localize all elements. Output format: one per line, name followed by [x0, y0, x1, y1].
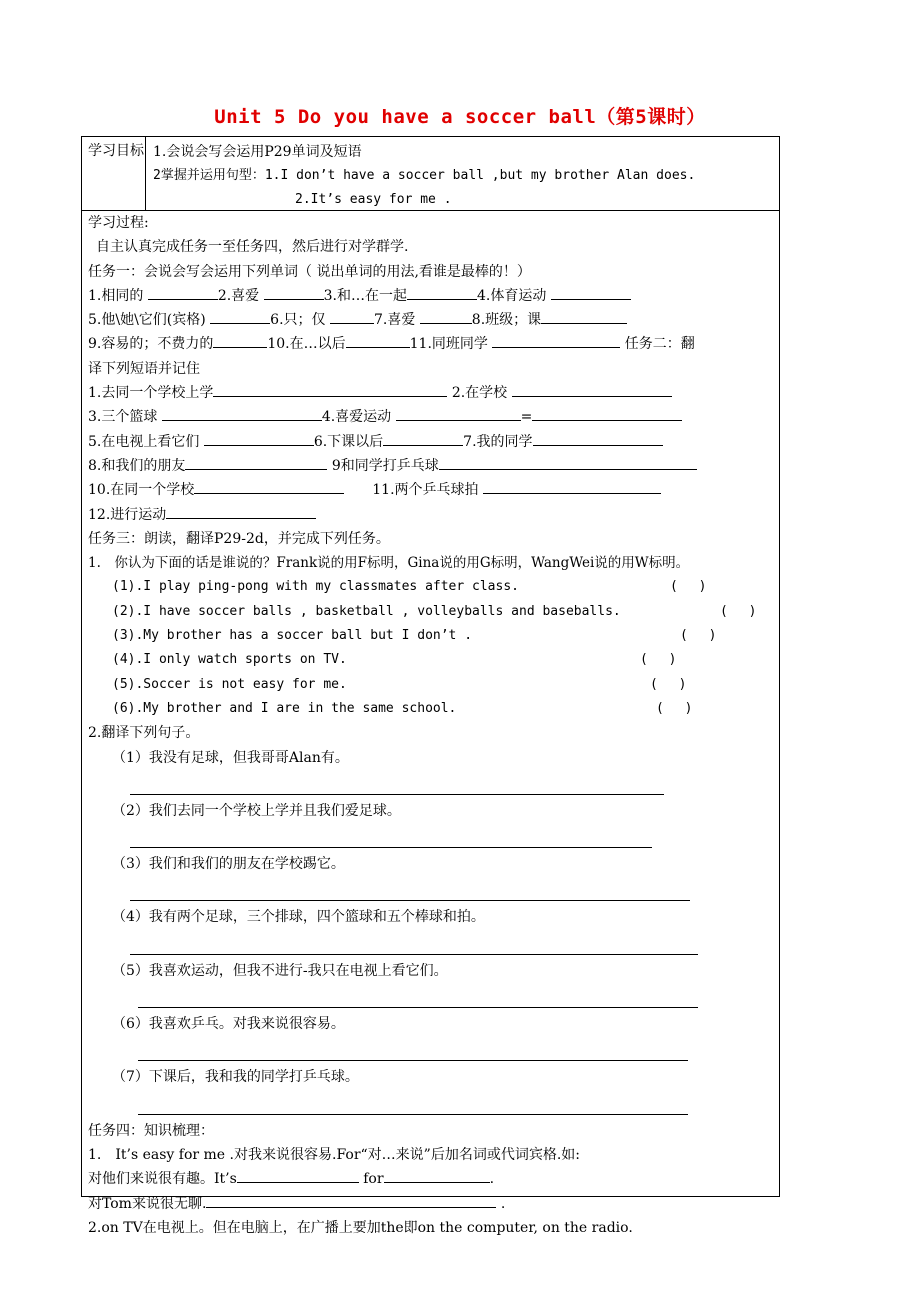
sentence-6: （6）我喜欢乒乓。对我来说很容易。 [112, 1016, 345, 1033]
sentence-5: （5）我喜欢运动，但我不进行-我只在电视上看它们。 [112, 962, 448, 979]
statement-row [88, 575, 779, 599]
word-7: 7.喜爱 [373, 312, 416, 329]
task2-line-2 [88, 405, 779, 429]
phrase-5: 5.在电视上看它们 [88, 433, 200, 450]
task1-line-1 [88, 284, 779, 308]
word-2: 2.喜爱 [217, 287, 260, 304]
task2-heading-b: 译下列短语并记住 [88, 360, 200, 377]
word-6: 6.只；仅 [270, 312, 326, 329]
blank[interactable] [206, 1193, 496, 1208]
blank[interactable] [551, 285, 631, 300]
task4-for: for [363, 1171, 384, 1188]
task1-line-2 [88, 308, 779, 332]
worksheet-table [81, 136, 780, 1236]
word-10: 10.在…以后 [267, 336, 346, 353]
task2-line-6 [88, 503, 779, 527]
period: . [489, 1171, 495, 1188]
word-4: 4.体育运动 [476, 287, 547, 304]
blank[interactable] [396, 406, 521, 421]
task4-line-3 [88, 1192, 779, 1216]
blank[interactable] [420, 309, 472, 324]
statement-row [88, 600, 779, 624]
word-11: 11.同班同学 [409, 336, 488, 353]
blank[interactable] [512, 382, 672, 397]
sentence-4: （4）我有两个足球，三个排球，四个篮球和五个棒球和拍。 [112, 909, 485, 926]
task4-line-2 [88, 1167, 779, 1191]
process-heading: 学习过程: [88, 215, 149, 231]
answer-line[interactable] [138, 1100, 688, 1115]
task2-heading-a: 任务二：翻 [624, 336, 695, 353]
blank[interactable] [213, 382, 447, 397]
blank[interactable] [204, 431, 314, 446]
blank[interactable] [533, 431, 663, 446]
sentence-1: （1）我没有足球，但我哥哥Alan有。 [112, 749, 349, 766]
answer-paren[interactable]: ( ) [720, 603, 757, 619]
statement-2: (2).I have soccer balls , basketball , volleyballs and baseballs. [112, 603, 621, 619]
objectives-label: 学习目标 [82, 137, 146, 210]
blank[interactable] [383, 431, 463, 446]
statement-4: (4).I only watch sports on TV. [112, 652, 347, 668]
task4-line-1: 1. It’s easy for me .对我来说很容易.For“对…来说”后加名词或代词宾格.如: [88, 1146, 580, 1163]
page-title: Unit 5 Do you have a soccer ball（第5课时） [214, 106, 706, 128]
phrase-2: 2.在学校 [451, 385, 508, 402]
task1-heading: 任务一：会说会写会运用下列单词（ 说出单词的用法,看谁是最棒的！） [88, 263, 531, 280]
blank[interactable] [384, 1168, 490, 1183]
answer-line[interactable] [138, 1046, 688, 1061]
task3-question-2: 2.翻译下列句子。 [88, 725, 200, 742]
task4-example-1: 对他们来说很有趣。It’s [88, 1171, 237, 1188]
word-3: 3.和…在一起 [323, 287, 407, 304]
word-9: 9.容易的；不费力的 [88, 336, 214, 353]
phrase-7: 7.我的同学 [463, 433, 533, 450]
task2-line-1 [88, 381, 779, 405]
task1-line-3 [88, 332, 779, 356]
blank[interactable] [346, 333, 410, 348]
phrase-3: 3.三个篮球 [88, 409, 158, 426]
answer-line[interactable] [130, 780, 664, 795]
statement-1: (1).I play ping-pong with my classmates after class. [112, 579, 519, 595]
blank[interactable] [264, 285, 324, 300]
blank[interactable] [532, 406, 682, 421]
blank[interactable] [237, 1168, 359, 1183]
blank[interactable] [213, 333, 267, 348]
answer-paren[interactable]: ( ) [656, 700, 693, 716]
blank[interactable] [162, 406, 322, 421]
phrase-4: 4.喜爱运动 [321, 409, 392, 426]
task3-heading: 任务三：朗读，翻译P29-2d，并完成下列任务。 [88, 530, 390, 547]
phrase-10: 10.在同一个学校 [88, 482, 195, 499]
answer-line[interactable] [130, 940, 698, 955]
task4-line-4: 2.on TV在电视上。但在电脑上，在广播上要加the即on the computer, on the radio. [88, 1219, 633, 1236]
blank[interactable] [439, 455, 697, 470]
task2-line-4 [88, 454, 779, 478]
answer-paren[interactable]: ( ) [640, 652, 677, 668]
task2-line-5 [88, 478, 779, 502]
statement-row [88, 648, 779, 672]
phrase-6: 6.下课以后 [313, 433, 384, 450]
blank[interactable] [185, 455, 327, 470]
statement-3: (3).My brother has a soccer ball but I don’t . [112, 628, 473, 644]
process-intro: 自主认真完成任务一至任务四，然后进行对学群学. [96, 239, 409, 256]
blank[interactable] [166, 504, 316, 519]
phrase-12: 12.进行运动 [88, 506, 167, 523]
statement-row [88, 673, 779, 697]
statement-row [88, 697, 779, 721]
blank[interactable] [148, 285, 218, 300]
task4-example-2: 对Tom来说很无聊. [88, 1195, 207, 1212]
task2-line-3 [88, 430, 779, 454]
blank[interactable] [492, 333, 620, 348]
statement-row [88, 624, 779, 648]
task3-question-1: 1. 你认为下面的话是谁说的？Frank说的用F标明，Gina说的用G标明，WangWei说的用W标明。 [88, 555, 690, 572]
statement-5: (5).Soccer is not easy for me. [112, 676, 347, 692]
blank[interactable] [194, 479, 344, 494]
statement-6: (6).My brother and I are in the same school. [112, 700, 457, 716]
word-5: 5.他\她\它们(宾格) [88, 312, 206, 329]
answer-paren[interactable]: ( ) [680, 628, 717, 644]
answer-paren[interactable]: ( ) [650, 676, 687, 692]
objectives-content [147, 137, 779, 210]
answer-line[interactable] [130, 886, 690, 901]
process-section [82, 211, 779, 1236]
blank[interactable] [330, 309, 374, 324]
blank[interactable] [407, 285, 477, 300]
blank[interactable] [541, 309, 627, 324]
objective-2: 2掌握并运用句型：1.I don’t have a soccer ball ,but my brother Alan does. [153, 168, 696, 183]
objective-1: 1.会说会写会运用P29单词及短语 [153, 144, 362, 160]
answer-line[interactable] [138, 993, 698, 1008]
objectives-row [82, 137, 779, 211]
sentence-7: （7）下课后，我和我的同学打乒乓球。 [112, 1069, 359, 1086]
phrase-11: 11.两个乒乓球拍 [372, 482, 479, 499]
task4-heading: 任务四：知识梳理： [88, 1122, 214, 1139]
period: . [500, 1195, 506, 1212]
sentence-2: （2）我们去同一个学校上学并且我们爱足球。 [112, 802, 401, 819]
blank[interactable] [210, 309, 270, 324]
answer-paren[interactable]: ( ) [670, 579, 707, 595]
phrase-9: 9和同学打乒乓球 [331, 457, 439, 474]
objective-3: 2.It’s easy for me . [295, 192, 452, 207]
word-8: 8.班级；课 [471, 312, 542, 329]
equals-sign: = [520, 409, 533, 426]
answer-line[interactable] [130, 833, 652, 848]
phrase-1: 1.去同一个学校上学 [88, 385, 214, 402]
sentence-3: （3）我们和我们的朋友在学校踢它。 [112, 856, 345, 873]
phrase-8: 8.和我们的朋友 [88, 457, 186, 474]
word-1: 1.相同的 [88, 287, 144, 304]
blank[interactable] [483, 479, 661, 494]
